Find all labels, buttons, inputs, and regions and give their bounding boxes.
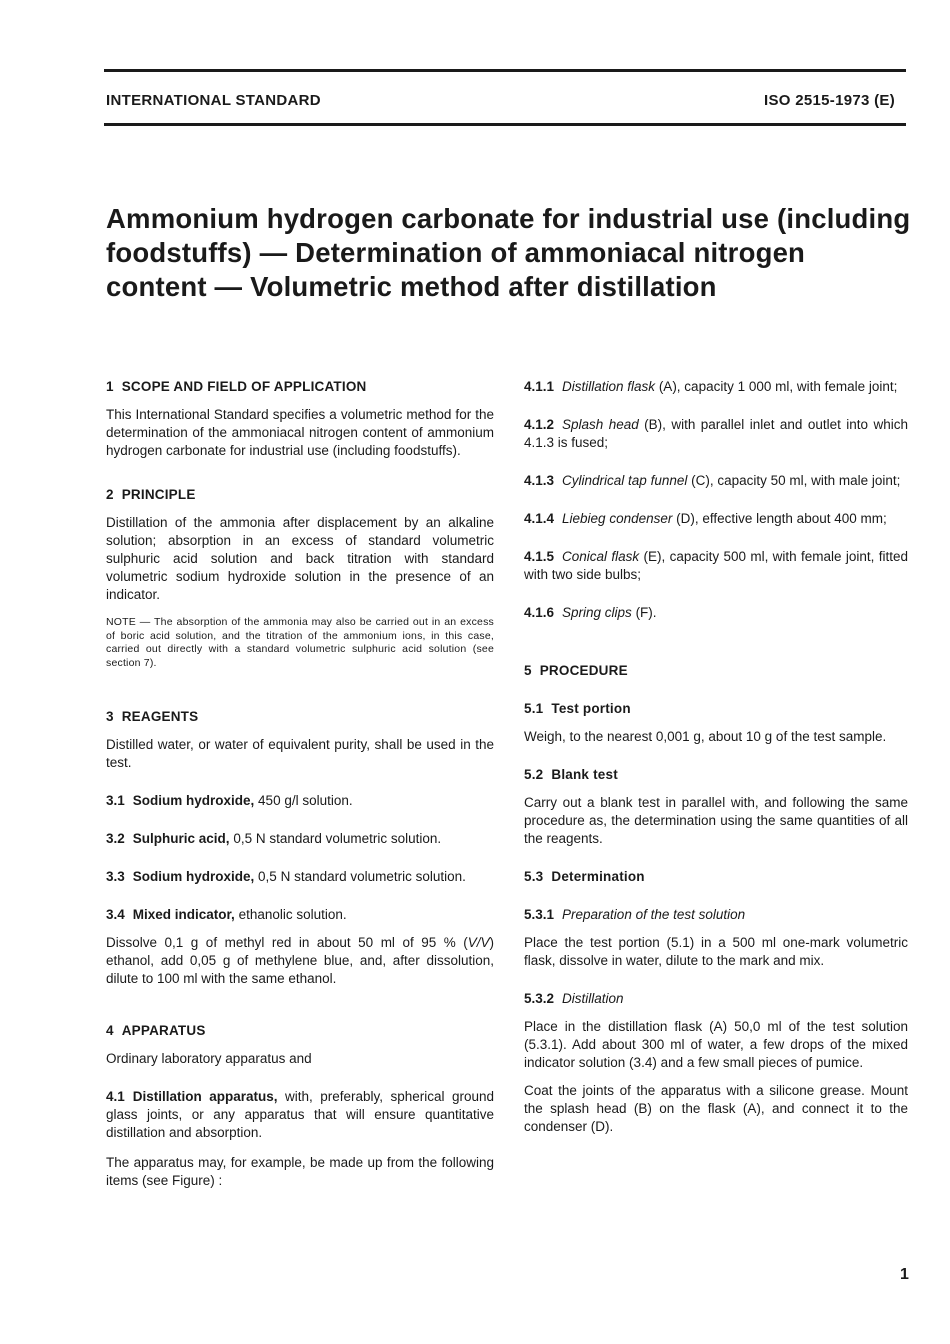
section-2-title: PRINCIPLE	[121, 487, 196, 502]
section-3-number: 3	[106, 709, 114, 724]
section-5-title: PROCEDURE	[539, 663, 628, 678]
apparatus-item-number: 4.1.2	[524, 417, 555, 432]
section-2-heading	[106, 486, 494, 504]
reagent-3-4-desc-vv: V/V	[467, 935, 490, 950]
title-line-3: content — Volumetric method after distillation	[106, 271, 717, 302]
apparatus-item-text: (A), capacity 1 000 ml, with female joint;	[655, 379, 898, 394]
reagent-3-2-name: Sulphuric acid,	[132, 831, 230, 846]
section-1-title: SCOPE AND FIELD OF APPLICATION	[121, 379, 367, 394]
subsection-5-3-2-number: 5.3.2	[524, 991, 555, 1006]
subsection-5-1-heading	[524, 700, 908, 718]
reagent-3-2	[106, 830, 494, 848]
reagent-3-4-number: 3.4	[106, 907, 125, 922]
subsection-5-2-title: Blank test	[551, 767, 618, 782]
apparatus-4-1-text: with, preferably, spherical ground glass joints, or any apparatus that will ensure quantitative distillation and absorption.	[106, 1089, 494, 1140]
reagent-3-1-number: 3.1	[106, 793, 125, 808]
section-2-note: NOTE — The absorption of the ammonia may also be carried out in an excess of boric acid solution, and the titration of the ammonium ions, in this case, carried out directly with a standard volumetric sulphuric acid solution (see section 7).	[106, 616, 494, 669]
subsection-5-3-2-heading	[524, 990, 908, 1008]
header-standard-number: ISO 2515-1973 (E)	[764, 92, 896, 109]
section-1-heading	[106, 378, 494, 396]
apparatus-4-1-number: 4.1	[106, 1089, 125, 1104]
apparatus-item-name: Spring clips	[562, 605, 632, 620]
apparatus-item-text: (E), capacity 500 ml, with female joint, fitted with two side bulbs;	[524, 549, 908, 582]
reagent-3-4-desc-part-b: ) ethanol, add 0,05 g of methylene blue, and, after dissolution, dilute to 100 ml with the same ethanol.	[106, 935, 494, 986]
apparatus-item-4-1-2	[524, 416, 908, 452]
subsection-5-3-number: 5.3	[524, 869, 544, 884]
section-3-heading	[106, 708, 494, 726]
reagent-3-4-description	[106, 934, 494, 988]
section-5-number: 5	[524, 663, 532, 678]
apparatus-item-name: Distillation flask	[562, 379, 656, 394]
subsection-5-3-1-title: Preparation of the test solution	[562, 907, 746, 922]
reagent-3-3-text: 0,5 N standard volumetric solution.	[254, 869, 466, 884]
subsection-5-3-title: Determination	[551, 869, 645, 884]
subsection-5-3-2-text-2: Coat the joints of the apparatus with a silicone grease. Mount the splash head (B) on the flask (A), and connect it to the condenser (D).	[524, 1083, 908, 1134]
section-5-heading	[524, 662, 908, 680]
subsection-5-1-title: Test portion	[551, 701, 631, 716]
reagent-3-4-name: Mixed indicator,	[132, 907, 235, 922]
subsection-5-3-1-number: 5.3.1	[524, 907, 555, 922]
reagent-3-3	[106, 868, 494, 886]
apparatus-item-name: Splash head	[562, 417, 639, 432]
section-1-number: 1	[106, 379, 114, 394]
section-2-text: Distillation of the ammonia after displacement by an alkaline solution; absorption in an excess of standard volumetric sulphuric acid solution and back titration with standard volumetric sodium hydroxide solution in the presence of an indicator.	[106, 515, 494, 602]
apparatus-item-text: (F).	[631, 605, 657, 620]
reagent-3-3-name: Sodium hydroxide,	[132, 869, 255, 884]
section-1-text: This International Standard specifies a volumetric method for the determination of the ammoniacal nitrogen content of ammonium hydrogen carbonate for industrial use (including foodstuffs).	[106, 407, 494, 458]
subsection-5-3-2-text-1: Place in the distillation flask (A) 50,0 ml of the test solution (5.3.1). Add about 300 ml of water, a few drops of the mixed indicator solution (3.4) and a few small pieces of pumice.	[524, 1019, 908, 1070]
apparatus-item-name: Liebieg condenser	[562, 511, 673, 526]
header-top-rule	[104, 69, 906, 72]
section-3-intro: Distilled water, or water of equivalent purity, shall be used in the test.	[106, 737, 494, 770]
reagent-3-2-text: 0,5 N standard volumetric solution.	[229, 831, 442, 846]
apparatus-4-1-example: The apparatus may, for example, be made up from the following items (see Figure) :	[106, 1155, 494, 1188]
apparatus-item-4-1-1	[524, 378, 908, 396]
apparatus-item-number: 4.1.1	[524, 379, 555, 394]
reagent-3-4-desc-part-a: Dissolve 0,1 g of methyl red in about 50 ml of 95 % (	[106, 935, 468, 950]
subsection-5-1-text: Weigh, to the nearest 0,001 g, about 10 g of the test sample.	[524, 729, 887, 744]
subsection-5-1-number: 5.1	[524, 701, 544, 716]
apparatus-item-4-1-5	[524, 548, 908, 584]
apparatus-4-1-name: Distillation apparatus,	[132, 1089, 278, 1104]
section-4-intro: Ordinary laboratory apparatus and	[106, 1051, 312, 1066]
section-4-heading	[106, 1022, 494, 1040]
subsection-5-3-heading	[524, 868, 908, 886]
apparatus-item-number: 4.1.6	[524, 605, 555, 620]
apparatus-4-1	[106, 1088, 494, 1142]
reagent-3-4-text: ethanolic solution.	[234, 907, 347, 922]
title-line-1: Ammonium hydrogen carbonate for industrial use (including	[106, 203, 911, 234]
apparatus-item-name: Cylindrical tap funnel	[562, 473, 688, 488]
apparatus-item-number: 4.1.5	[524, 549, 555, 564]
page-number: 1	[900, 1266, 909, 1283]
apparatus-item-text: (D), effective length about 400 mm;	[672, 511, 887, 526]
left-column	[106, 378, 494, 1202]
right-column	[524, 378, 908, 1148]
subsection-5-2-number: 5.2	[524, 767, 544, 782]
header-bottom-rule	[104, 123, 906, 126]
subsection-5-2-text: Carry out a blank test in parallel with, and following the same procedure as, the determination using the same quantities of all the reagents.	[524, 795, 908, 846]
section-4-number: 4	[106, 1023, 114, 1038]
apparatus-item-4-1-3	[524, 472, 908, 490]
header-standard-label: INTERNATIONAL STANDARD	[106, 92, 321, 109]
apparatus-item-text: (B), with parallel inlet and outlet into which 4.1.3 is fused;	[524, 417, 908, 450]
subsection-5-2-heading	[524, 766, 908, 784]
apparatus-item-4-1-4	[524, 510, 908, 528]
title-line-2: foodstuffs) — Determination of ammoniacal nitrogen	[106, 237, 806, 268]
reagent-3-2-number: 3.2	[106, 831, 125, 846]
apparatus-item-number: 4.1.3	[524, 473, 555, 488]
reagent-3-3-number: 3.3	[106, 869, 125, 884]
document-title	[106, 202, 911, 304]
subsection-5-3-1-text: Place the test portion (5.1) in a 500 ml one-mark volumetric flask, dissolve in water, dilute to the mark and mix.	[524, 935, 908, 968]
reagent-3-4	[106, 906, 494, 924]
reagent-3-1	[106, 792, 494, 810]
section-4-title: APPARATUS	[121, 1023, 206, 1038]
apparatus-item-4-1-6	[524, 604, 908, 622]
subsection-5-3-2-title: Distillation	[562, 991, 624, 1006]
apparatus-item-text: (C), capacity 50 ml, with male joint;	[687, 473, 901, 488]
section-2-number: 2	[106, 487, 114, 502]
apparatus-item-name: Conical flask	[562, 549, 640, 564]
reagent-3-1-text: 450 g/l solution.	[254, 793, 353, 808]
section-3-title: REAGENTS	[121, 709, 199, 724]
subsection-5-3-1-heading	[524, 906, 908, 924]
reagent-3-1-name: Sodium hydroxide,	[132, 793, 255, 808]
apparatus-item-number: 4.1.4	[524, 511, 555, 526]
